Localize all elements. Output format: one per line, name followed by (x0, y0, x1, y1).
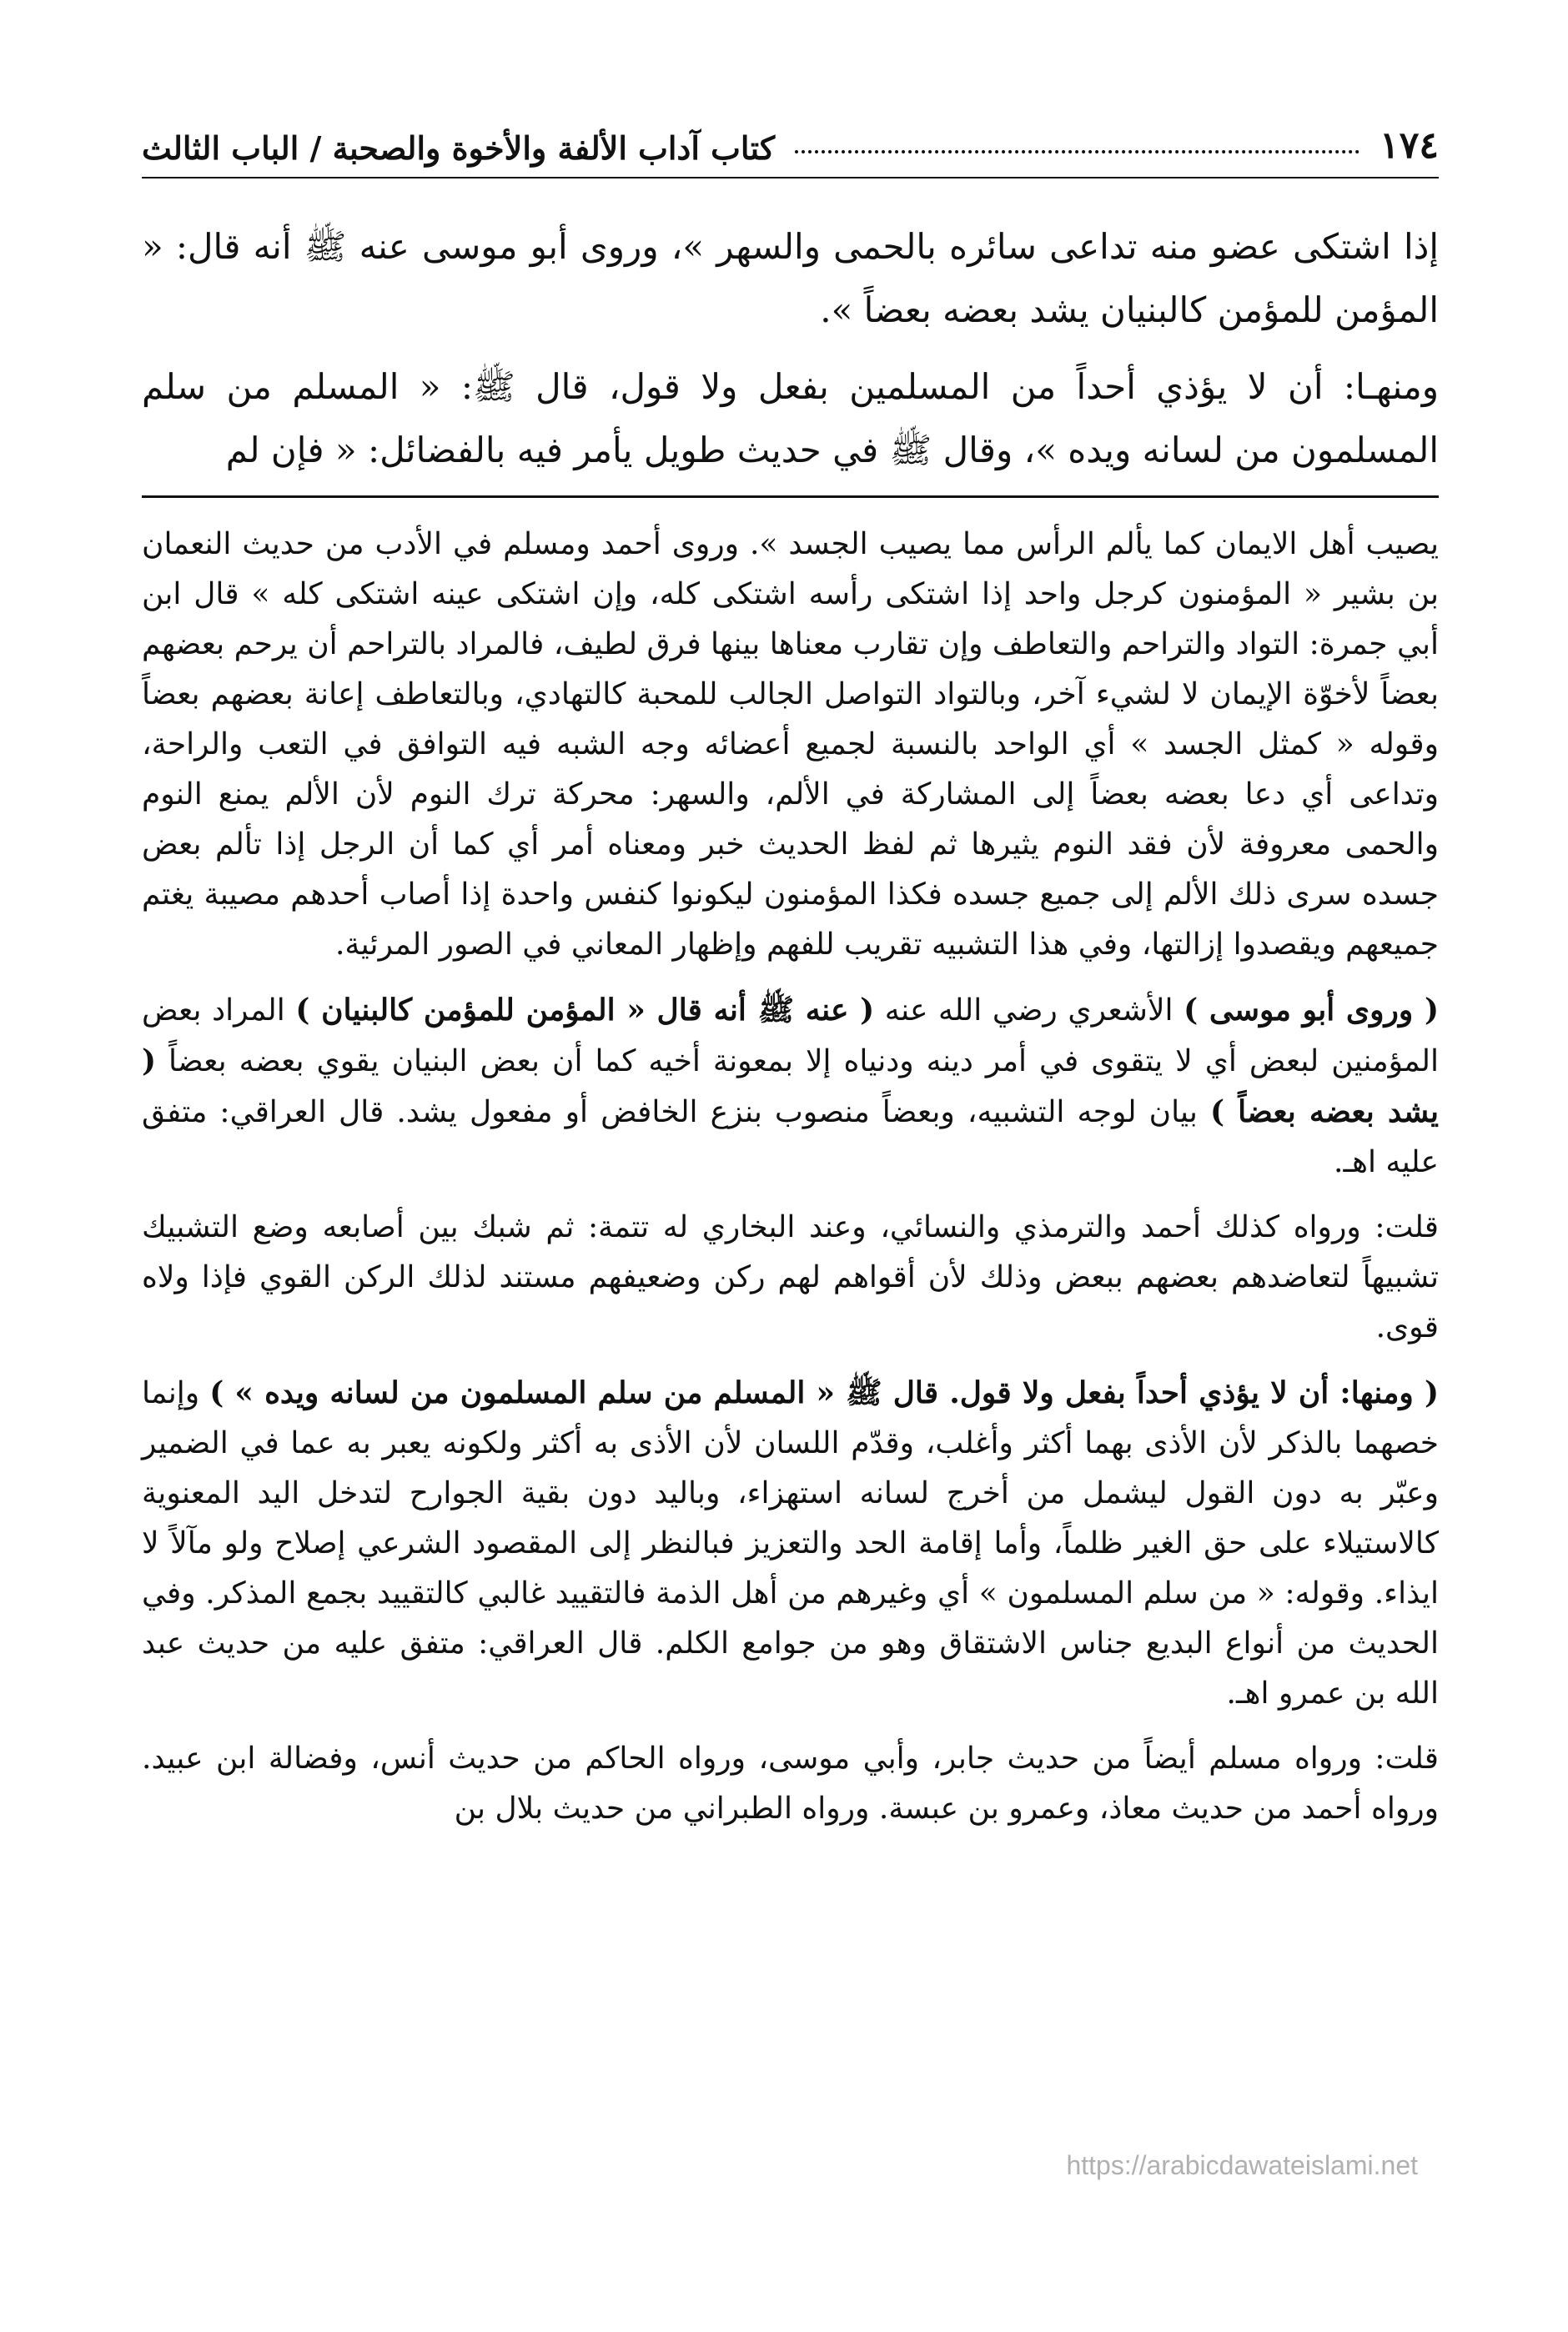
commentary-span: المراد بعض المؤمنين لبعض أي لا يتقوى في أمر دينه ودنياه إلا بمعونة أخيه كما أن بعض البنيان يقوي بعضه بعضاً (142, 993, 1439, 1078)
commentary-span: الأشعري رضي الله عنه (874, 993, 1184, 1028)
commentary-paragraph: يصيب أهل الايمان كما يألم الرأس مما يصيب الجسد ». وروى أحمد ومسلم في الأدب من حديث النعمان بن بشير « المؤمنون كرجل واحد إذا اشتكى رأسه اشتكى كله، وإن اشتكى عينه اشتكى كله » قال ابن أبي جمرة: التواد والتراحم والتعاطف وإن تقارب معناها بينها فرق لطيف، فالمراد بالتراحم أن يرحم بعضهم بعضاً لأخوّة الإيمان لا لشيء آخر، وبالتواد التواصل الجالب للمحبة كالتهادي، وبالتعاطف إعانة بعضهم بعضاً وقوله « كمثل الجسد » أي الواحد بالنسبة لجميع أعضائه وجه الشبه فيه التوافق في التعب والراحة، وتداعى أي دعا بعضه بعضاً إلى المشاركة في الألم، والسهر: محركة ترك النوم لأن الألم يمنع النوم والحمى معروفة لأن فقد النوم يثيرها ثم لفظ الحديث خبر ومعناه أمر أي كما أن الرجل إذا تألم بعض جسده سرى ذلك الألم إلى جميع جسده فكذا المؤمنون ليكونوا كنفس واحدة إذا أصاب أحدهم مصيبة يغتم جميعهم ويقصدوا إزالتها، وفي هذا التشبيه تقريب للفهم وإظهار المعاني في الصور المرئية. (142, 527, 1439, 962)
running-header (142, 100, 1439, 178)
commentary-text (142, 520, 1439, 1834)
main-text (142, 215, 1439, 482)
commentary-paragraph: قلت: ورواه كذلك أحمد والترمذي والنسائي، وعند البخاري له تتمة: ثم شبك بين أصابعه وضع التشبيك تشبيهاً لتعاضدهم بعضهم ببعض وذلك لأن أقواهم لهم ركن وضعيفهم مستند لذلك الركن القوي فإذا ولاه قوى. (142, 1210, 1439, 1344)
header-dotted-leader (795, 150, 1359, 153)
watermark-url: https://arabicdawateislami.net (1066, 2150, 1418, 2180)
main-paragraph: ومنهـا: أن لا يؤذي أحداً من المسلمين بفعل ولا قول، قال ﷺ: « المسلم من سلم المسلمون من لسانه ويده »، وقال ﷺ في حديث طويل يأمر فيه بالفضائل: « فإن لم (142, 366, 1439, 470)
quoted-matn: ( وروى أبو موسى ) (1184, 993, 1439, 1028)
quoted-matn: ( يشد بعضه بعضاً ) (142, 1043, 1439, 1129)
quoted-matn: ( ومنها: أن لا يؤذي أحداً بفعل ولا قول. قال ﷺ « المسلم من سلم المسلمون من لسانه ويده » ) (209, 1375, 1439, 1410)
page-number: ١٧٤ (1380, 124, 1439, 167)
commentary-paragraph: قلت: ورواه مسلم أيضاً من حديث جابر، وأبي موسى، ورواه الحاكم من حديث أنس، وفضالة ابن عبيد. ورواه أحمد من حديث معاذ، وعمرو بن عبسة. ورواه الطبراني من حديث بلال بن (142, 1741, 1439, 1826)
main-paragraph: إذا اشتكى عضو منه تداعى سائره بالحمى والسهر »، وروى أبو موسى عنه ﷺ أنه قال: « المؤمن للمؤمن كالبنيان يشد بعضه بعضاً ». (142, 226, 1439, 330)
commentary-paragraph (142, 1368, 1439, 1719)
quoted-matn: ( عنه ﷺ أنه قال « المؤمن للمؤمن كالبنيان ) (295, 993, 875, 1028)
commentary-span: بيان لوجه التشبيه، وبعضاً منصوب بنزع الخافض أو مفعول يشد. قال العراقي: متفق عليه اهـ. (142, 1095, 1439, 1179)
chapter-title: كتاب آداب الألفة والأخوة والصحبة / الباب الثالث (142, 129, 776, 167)
footnote-separator (142, 495, 1439, 498)
commentary-paragraph (142, 985, 1439, 1188)
book-page (142, 100, 1439, 1849)
commentary-span: وإنما خصهما بالذكر لأن الأذى بهما أكثر وأغلب، وقدّم اللسان لأن الأذى به أكثر ولكونه يعبر به عما في الضمير وعبّر به دون القول ليشمل من أخرج لسانه استهزاء، وباليد دون بقية الجوارح لتدخل اليد المعنوية كالاستيلاء على حق الغير ظلماً، وأما إقامة الحد والتعزيز فبالنظر إلى المقصود الشرعي إصلاح ولو مآلاً لا ايذاء. وقوله: « من سلم المسلمون » أي وغيرهم من أهل الذمة فالتقييد غالبي كالتقييد بجمع المذكر. وفي الحديث من أنواع البديع جناس الاشتقاق وهو من جوامع الكلم. قال العراقي: متفق عليه من حديث عبد الله بن عمرو اهـ. (142, 1376, 1439, 1711)
